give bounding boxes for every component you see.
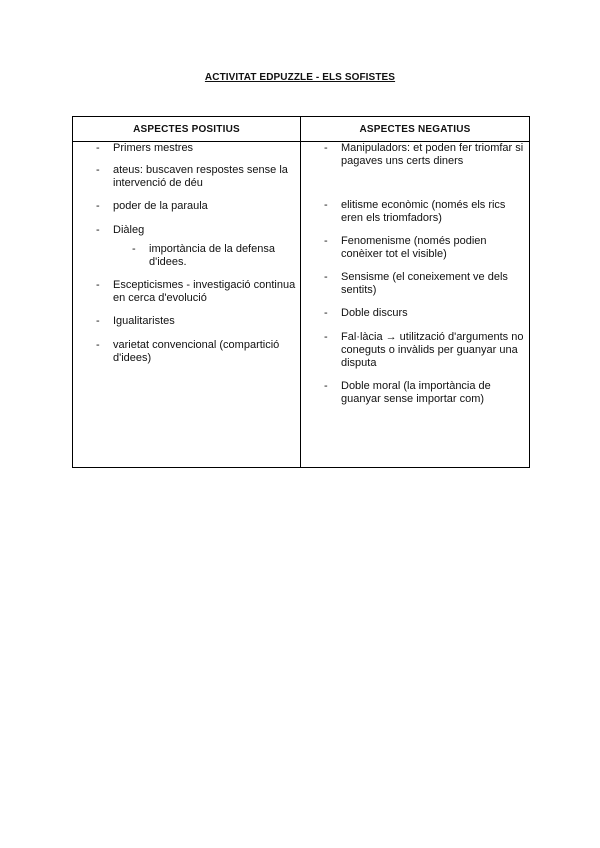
bullet-dash: - [324, 235, 328, 247]
bullet-dash: - [96, 315, 100, 327]
positius-cell [73, 142, 301, 468]
bullet-dash: - [324, 271, 328, 283]
bullet-dash: - [96, 142, 100, 154]
bullet-dash: - [324, 199, 328, 211]
list-item [73, 315, 300, 328]
document-title: ACTIVITAT EDPUZZLE - ELS SOFISTES [204, 72, 396, 83]
negatius-cell [301, 142, 530, 468]
aspects-table [72, 116, 530, 468]
list-item [301, 142, 529, 168]
bullet-dash: - [96, 339, 100, 351]
sub-list-item [73, 243, 300, 269]
list-item [301, 271, 529, 297]
list-item-text: Fal·làcia → utilització d'arguments no coneguts o invàlids per guanyar una disputa [341, 331, 524, 369]
list-item [301, 307, 529, 320]
list-item-text: Doble moral (la importància de guanyar sense importar com) [341, 380, 491, 405]
list-item-text: Diàleg [113, 224, 145, 236]
list-item-text: Escepticismes - investigació continua en cerca d'evolució [113, 279, 296, 304]
table-header-row [73, 117, 530, 142]
bullet-dash: - [96, 279, 100, 291]
list-item-text: Doble discurs [341, 307, 408, 319]
bullet-dash: - [96, 224, 100, 236]
list-item [73, 164, 300, 190]
bullet-dash: - [324, 307, 328, 319]
list-item-text: Primers mestres [113, 142, 194, 154]
list-item-text: Fenomenisme (només podien conèixer tot el visible) [341, 235, 487, 260]
bullet-dash: - [324, 331, 328, 343]
positius-list [73, 142, 300, 365]
list-item-text: poder de la paraula [113, 200, 208, 212]
header-negatius: ASPECTES NEGATIUS [301, 117, 530, 142]
list-item [73, 200, 300, 213]
list-item [301, 331, 529, 370]
list-item [301, 235, 529, 261]
list-item-text: varietat convencional (compartició d'idees) [113, 339, 280, 364]
list-item [301, 380, 529, 406]
list-item-text: Manipuladors: et poden fer triomfar si pagaves uns certs diners [341, 142, 524, 167]
negatius-list [301, 142, 529, 406]
list-item-text: importància de la defensa d'idees. [149, 243, 275, 268]
bullet-dash: - [132, 243, 136, 255]
list-item [73, 279, 300, 305]
header-positius: ASPECTES POSITIUS [73, 117, 301, 142]
list-item [73, 142, 300, 155]
list-item [73, 224, 300, 237]
bullet-dash: - [324, 142, 328, 154]
table-body-row [73, 142, 530, 468]
list-item-text: elitisme econòmic (només els rics eren els triomfadors) [341, 199, 506, 224]
list-item-text: ateus: buscaven respostes sense la intervenció de déu [113, 164, 288, 189]
bullet-dash: - [96, 200, 100, 212]
bullet-dash: - [324, 380, 328, 392]
list-item [73, 339, 300, 365]
list-item-text: Sensisme (el coneixement ve dels sentits) [341, 271, 508, 296]
list-item [301, 199, 529, 225]
bullet-dash: - [96, 164, 100, 176]
list-item-text: Igualitaristes [113, 315, 175, 327]
